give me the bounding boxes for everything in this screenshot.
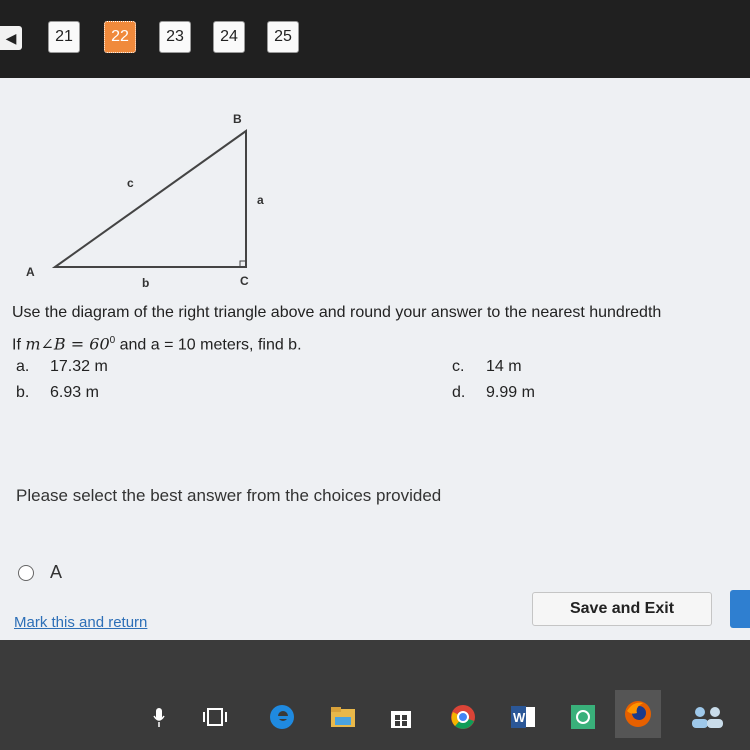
question-23-button[interactable]: 23 — [159, 21, 191, 53]
choice-d — [452, 383, 535, 403]
choice-text: 14 m — [486, 358, 522, 375]
firefox-icon[interactable] — [615, 690, 661, 738]
choice-text: 9.99 m — [486, 384, 535, 401]
arrow-left-icon: ◀ — [5, 29, 17, 46]
degree-symbol: 0 — [109, 335, 116, 346]
windows-taskbar — [0, 690, 750, 750]
question-25-button[interactable]: 25 — [267, 21, 299, 53]
question-panel — [0, 78, 750, 640]
choice-text: 17.32 m — [50, 358, 108, 375]
chrome-icon[interactable] — [446, 700, 480, 734]
file-explorer-icon[interactable] — [326, 700, 360, 734]
side-c-label: c — [127, 176, 134, 190]
question-line2-prefix: If — [12, 336, 26, 354]
people-icon[interactable] — [684, 700, 732, 734]
question-21-button[interactable]: 21 — [48, 21, 80, 53]
question-24-button[interactable]: 24 — [213, 21, 245, 53]
side-b-label: b — [142, 276, 150, 290]
radio-button[interactable] — [18, 565, 34, 581]
question-line2-suffix: and a = 10 meters, find b. — [115, 336, 302, 354]
choice-letter: d. — [452, 384, 466, 401]
choice-letter: a. — [16, 358, 30, 375]
svg-text:W: W — [513, 710, 526, 725]
instruction-prompt: Please select the best answer from the choices provided — [16, 486, 442, 505]
choice-c — [452, 357, 522, 377]
triangle-shape — [55, 131, 246, 267]
task-view-icon[interactable] — [198, 700, 232, 734]
choice-b — [16, 383, 99, 403]
next-button[interactable] — [730, 590, 750, 628]
question-text-line1: Use the diagram of the right triangle above and round your answer to the nearest hundredth — [12, 304, 662, 321]
choice-letter: b. — [16, 384, 30, 401]
answer-option-a[interactable] — [18, 562, 62, 583]
choice-letter: c. — [452, 358, 465, 375]
vertex-a-label: A — [26, 265, 35, 279]
word-icon[interactable] — [506, 700, 540, 734]
microphone-icon[interactable] — [142, 700, 176, 734]
app-icon[interactable] — [566, 700, 600, 734]
answer-option-label: A — [50, 562, 63, 582]
side-a-label: a — [257, 193, 264, 207]
choice-a — [16, 357, 108, 377]
angle-expression: m∠B = 60 — [25, 334, 110, 354]
edge-icon[interactable] — [265, 700, 299, 734]
store-icon[interactable] — [384, 700, 418, 734]
question-text-line2 — [12, 331, 302, 355]
vertex-c-label: C — [240, 274, 249, 288]
previous-arrow-button[interactable] — [0, 26, 22, 50]
vertex-b-label: B — [233, 112, 242, 126]
question-22-button[interactable]: 22 — [104, 21, 136, 53]
mark-and-return-link[interactable]: Mark this and return — [14, 614, 148, 631]
right-triangle-diagram — [0, 78, 750, 298]
question-nav-bar — [0, 0, 750, 78]
choice-text: 6.93 m — [50, 384, 99, 401]
save-and-exit-button[interactable]: Save and Exit — [532, 592, 712, 626]
